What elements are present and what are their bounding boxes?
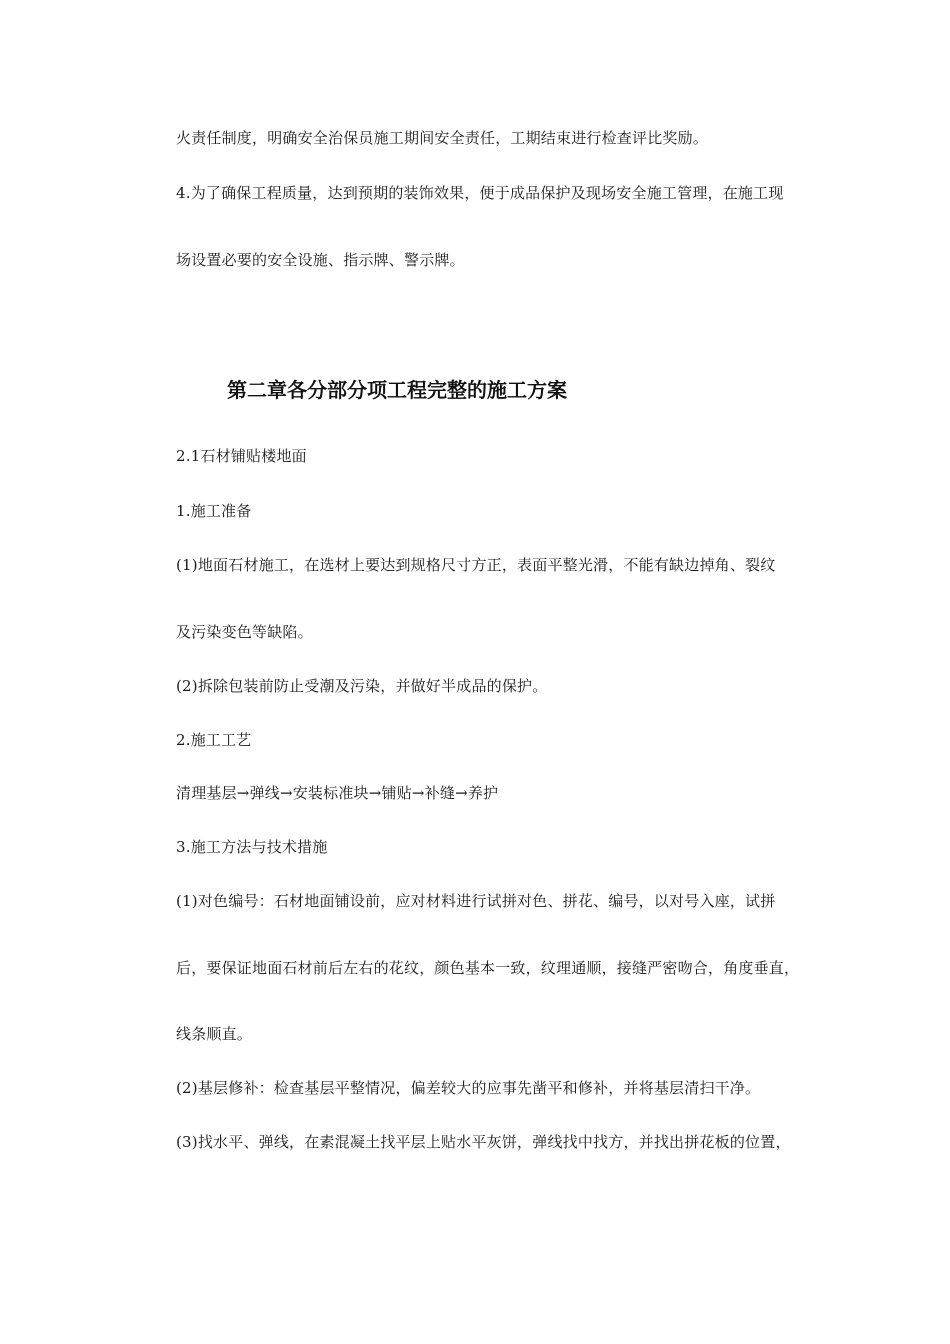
paragraph-line: 2.施工工艺: [176, 731, 252, 749]
paragraph-line: 场设置必要的安全设施、指示牌、警示牌。: [176, 251, 465, 269]
paragraph-line: (2)基层修补：检查基层平整情况，偏差较大的应事先凿平和修补，并将基层清扫干净。: [176, 1079, 761, 1097]
paragraph-line: 后，要保证地面石材前后左右的花纹，颜色基本一致，纹理通顺，接缝严密吻合，角度垂直，: [176, 959, 800, 977]
paragraph-line: (1)地面石材施工，在选材上要达到规格尺寸方正，表面平整光滑，不能有缺边掉角、裂纹: [176, 556, 776, 574]
paragraph-line: 1.施工准备: [176, 502, 252, 520]
paragraph-line: 线条顺直。: [176, 1025, 253, 1043]
paragraph-line: 清理基层→弹线→安装标准块→铺贴→补缝→养护: [176, 784, 499, 802]
paragraph-line: (2)拆除包装前防止受潮及污染，并做好半成品的保护。: [176, 677, 548, 695]
paragraph-line: 3.施工方法与技术措施: [176, 838, 328, 856]
paragraph-line: 4.为了确保工程质量，达到预期的装饰效果，便于成品保护及现场安全施工管理，在施工现: [176, 184, 784, 202]
paragraph-line: 及污染变色等缺陷。: [176, 623, 313, 641]
chapter-title: 第二章各分部分项工程完整的施工方案: [227, 378, 567, 402]
paragraph-line: (3)找水平、弹线，在素混凝土找平层上贴水平灰饼，弹线找中找方，并找出拼花板的位置，: [176, 1133, 791, 1151]
section-title: 2.1石材铺贴楼地面: [176, 447, 307, 465]
paragraph-line: (1)对色编号：石材地面铺设前，应对材料进行试拼对色、拼花、编号，以对号入座，试拼: [176, 892, 776, 910]
paragraph-line: 火责任制度，明确安全治保员施工期间安全责任，工期结束进行检查评比奖励。: [176, 129, 709, 147]
